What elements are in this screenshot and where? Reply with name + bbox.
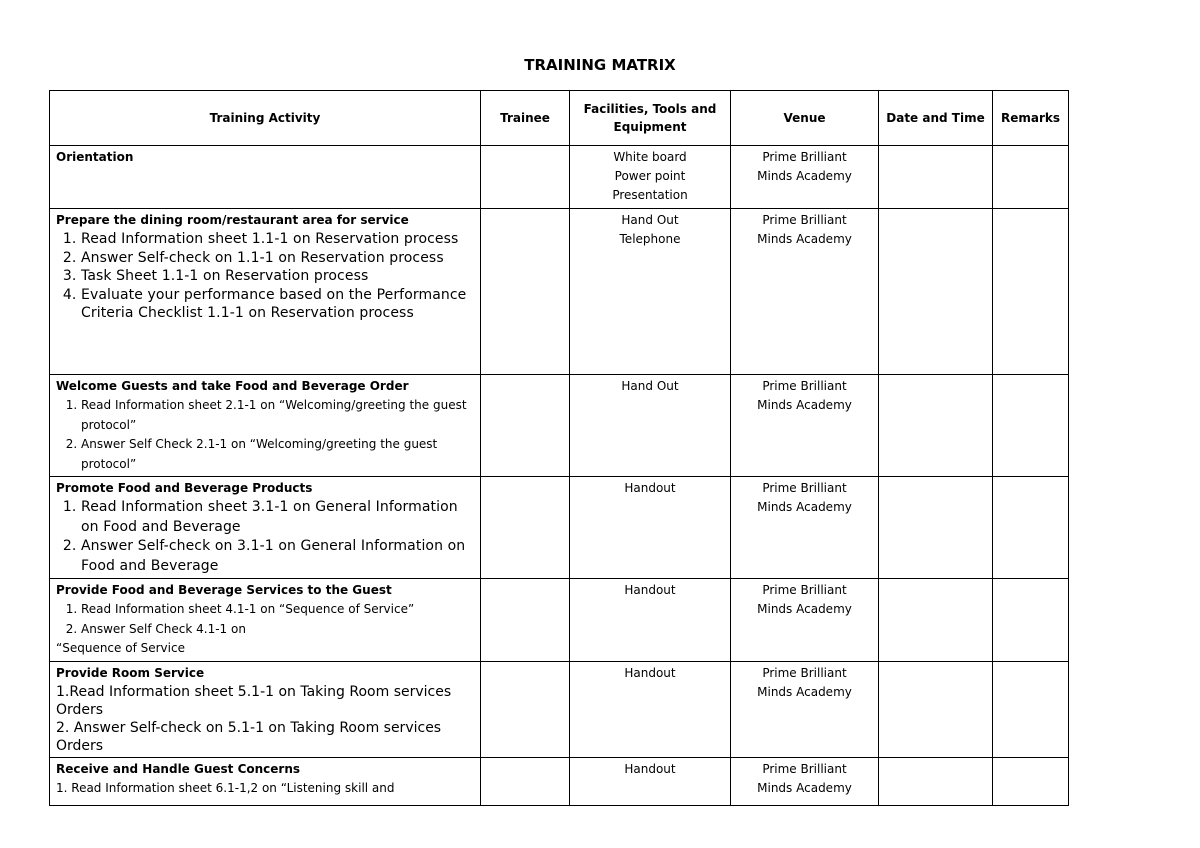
facility-item: Handout bbox=[624, 761, 676, 776]
activity-trailing-text: “Sequence of Service bbox=[56, 641, 185, 655]
table-row bbox=[50, 661, 1069, 757]
venue-line: Prime Brilliant bbox=[762, 665, 847, 680]
activity-title: Welcome Guests and take Food and Beverage Order bbox=[56, 379, 409, 393]
header-training-activity: Training Activity bbox=[50, 91, 481, 146]
list-item: 2. Answer Self-check on 1.1-1 on Reservation process bbox=[81, 249, 474, 268]
date-time-cell bbox=[879, 757, 993, 805]
activity-title: Orientation bbox=[56, 150, 134, 164]
header-remarks: Remarks bbox=[993, 91, 1069, 146]
header-facilities: Facilities, Tools and Equipment bbox=[570, 91, 731, 146]
remarks-cell bbox=[993, 146, 1069, 209]
facility-item: Telephone bbox=[619, 232, 681, 246]
activity-title: Receive and Handle Guest Concerns bbox=[56, 761, 301, 776]
table-row bbox=[50, 375, 1069, 477]
header-trainee: Trainee bbox=[481, 91, 570, 146]
venue-line: Minds Academy bbox=[757, 232, 852, 246]
activity-cell bbox=[50, 579, 481, 662]
date-time-cell bbox=[879, 209, 993, 375]
facilities-cell bbox=[570, 146, 731, 209]
list-item: 2. Answer Self Check 4.1-1 on bbox=[81, 620, 474, 640]
venue-cell bbox=[731, 209, 879, 375]
trainee-cell bbox=[481, 209, 570, 375]
trainee-cell bbox=[481, 477, 570, 579]
venue-cell bbox=[731, 477, 879, 579]
activity-steps bbox=[56, 230, 474, 323]
page-title: TRAINING MATRIX bbox=[524, 56, 676, 74]
venue-line: Prime Brilliant bbox=[762, 150, 847, 164]
venue-cell bbox=[731, 146, 879, 209]
list-item: 2. Answer Self Check 2.1-1 on “Welcoming/greeting the guest protocol” bbox=[81, 435, 474, 474]
trainee-cell bbox=[481, 579, 570, 662]
date-time-cell bbox=[879, 579, 993, 662]
facilities-cell bbox=[570, 661, 731, 757]
activity-step-line: 1.Read Information sheet 5.1-1 on Taking Room services Orders bbox=[56, 683, 452, 718]
venue-cell bbox=[731, 579, 879, 662]
venue-cell bbox=[731, 757, 879, 805]
activity-cell bbox=[50, 757, 481, 805]
table-row bbox=[50, 146, 1069, 209]
list-item: 1. Read Information sheet 4.1-1 on “Sequence of Service” bbox=[81, 600, 474, 620]
activity-cell bbox=[50, 375, 481, 477]
remarks-cell bbox=[993, 661, 1069, 757]
facilities-cell bbox=[570, 757, 731, 805]
list-item: 2. Answer Self-check on 3.1-1 on General Information on Food and Beverage bbox=[81, 537, 474, 576]
list-item: 1. Read Information sheet 3.1-1 on General Information on Food and Beverage bbox=[81, 498, 474, 537]
facility-item: Handout bbox=[624, 665, 676, 680]
facilities-cell bbox=[570, 375, 731, 477]
facility-item: White board bbox=[613, 150, 687, 164]
venue-line: Prime Brilliant bbox=[762, 583, 847, 597]
trainee-cell bbox=[481, 146, 570, 209]
trainee-cell bbox=[481, 757, 570, 805]
facility-item: Handout bbox=[624, 481, 676, 495]
facilities-cell bbox=[570, 477, 731, 579]
activity-step-line: 2. Answer Self-check on 5.1-1 on Taking Room services Orders bbox=[56, 719, 442, 754]
trainee-cell bbox=[481, 375, 570, 477]
facility-item: Power point bbox=[614, 169, 686, 183]
remarks-cell bbox=[993, 209, 1069, 375]
header-row bbox=[50, 91, 1069, 146]
table-row bbox=[50, 209, 1069, 375]
list-item: 3. Task Sheet 1.1-1 on Reservation process bbox=[81, 267, 474, 286]
venue-cell bbox=[731, 375, 879, 477]
header-venue: Venue bbox=[731, 91, 879, 146]
activity-cell bbox=[50, 209, 481, 375]
date-time-cell bbox=[879, 375, 993, 477]
date-time-cell bbox=[879, 477, 993, 579]
activity-cell bbox=[50, 477, 481, 579]
activity-steps bbox=[56, 498, 474, 576]
date-time-cell bbox=[879, 661, 993, 757]
venue-line: Minds Academy bbox=[757, 169, 852, 183]
activity-title: Provide Room Service bbox=[56, 665, 205, 680]
table-row bbox=[50, 757, 1069, 805]
activity-steps bbox=[56, 600, 474, 639]
remarks-cell bbox=[993, 757, 1069, 805]
training-matrix-table bbox=[49, 90, 1069, 806]
venue-line: Minds Academy bbox=[757, 398, 852, 412]
table-row bbox=[50, 579, 1069, 662]
header-date-time: Date and Time bbox=[879, 91, 993, 146]
venue-line: Prime Brilliant bbox=[762, 379, 847, 393]
facility-item: Hand Out bbox=[621, 379, 679, 393]
venue-line: Prime Brilliant bbox=[762, 761, 847, 776]
activity-step-line: 1. Read Information sheet 6.1-1,2 on “Listening skill and bbox=[56, 780, 395, 795]
activity-steps bbox=[56, 396, 474, 474]
list-item: 1. Read Information sheet 1.1-1 on Reservation process bbox=[81, 230, 474, 249]
trainee-cell bbox=[481, 661, 570, 757]
venue-line: Minds Academy bbox=[757, 602, 852, 616]
activity-cell bbox=[50, 661, 481, 757]
table-row bbox=[50, 477, 1069, 579]
facilities-cell bbox=[570, 209, 731, 375]
remarks-cell bbox=[993, 579, 1069, 662]
remarks-cell bbox=[993, 375, 1069, 477]
venue-line: Minds Academy bbox=[757, 780, 852, 795]
activity-title: Prepare the dining room/restaurant area for service bbox=[56, 213, 409, 227]
remarks-cell bbox=[993, 477, 1069, 579]
facility-item: Presentation bbox=[612, 188, 688, 202]
venue-cell bbox=[731, 661, 879, 757]
venue-line: Prime Brilliant bbox=[762, 213, 847, 227]
list-item: 1. Read Information sheet 2.1-1 on “Welcoming/greeting the guest protocol” bbox=[81, 396, 474, 435]
venue-line: Minds Academy bbox=[757, 500, 852, 514]
date-time-cell bbox=[879, 146, 993, 209]
activity-title: Promote Food and Beverage Products bbox=[56, 481, 313, 495]
list-item: 4. Evaluate your performance based on the Performance Criteria Checklist 1.1-1 on Reservation process bbox=[81, 286, 474, 323]
facility-item: Handout bbox=[624, 583, 676, 597]
venue-line: Minds Academy bbox=[757, 684, 852, 699]
activity-cell bbox=[50, 146, 481, 209]
facilities-cell bbox=[570, 579, 731, 662]
venue-line: Prime Brilliant bbox=[762, 481, 847, 495]
facility-item: Hand Out bbox=[621, 213, 679, 227]
activity-title: Provide Food and Beverage Services to the Guest bbox=[56, 583, 392, 597]
